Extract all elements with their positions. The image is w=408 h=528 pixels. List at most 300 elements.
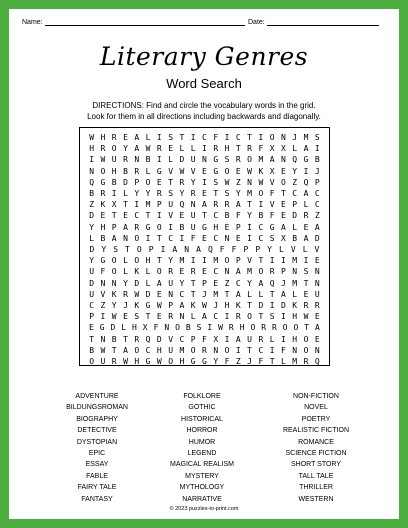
grid-letter[interactable]: O (190, 345, 196, 355)
grid-letter[interactable]: Y (213, 357, 219, 366)
grid-letter[interactable]: C (89, 301, 95, 310)
grid-letter[interactable]: L (145, 267, 151, 277)
grid-letter[interactable]: A (315, 323, 320, 333)
grid-letter[interactable]: C (314, 189, 320, 198)
grid-letter[interactable]: T (235, 144, 241, 154)
grid-letter[interactable]: C (258, 233, 264, 243)
grid-letter[interactable]: X (111, 200, 117, 210)
grid-letter[interactable]: I (160, 245, 166, 254)
grid-letter[interactable]: A (134, 133, 140, 142)
grid-letter[interactable]: E (179, 211, 185, 221)
grid-letter[interactable]: A (269, 155, 275, 165)
grid-letter[interactable]: F (258, 144, 264, 154)
grid-letter[interactable]: R (303, 211, 309, 221)
grid-letter[interactable]: G (145, 222, 151, 232)
grid-letter[interactable]: S (303, 267, 309, 277)
grid-letter[interactable]: I (247, 222, 252, 232)
grid-letter[interactable]: R (202, 345, 207, 355)
grid-letter[interactable]: N (292, 345, 298, 355)
grid-letter[interactable]: H (145, 256, 151, 266)
grid-letter[interactable]: C (179, 334, 185, 344)
grid-letter[interactable]: D (258, 301, 264, 310)
grid-letter[interactable]: G (99, 323, 105, 333)
grid-letter[interactable]: I (269, 301, 275, 310)
grid-letter[interactable]: U (89, 289, 95, 299)
grid-letter[interactable]: M (179, 256, 185, 266)
grid-letter[interactable]: C (235, 133, 241, 142)
grid-letter[interactable]: G (269, 222, 275, 232)
grid-letter[interactable]: T (269, 289, 275, 299)
grid-letter[interactable]: W (303, 312, 309, 322)
grid-letter[interactable]: O (281, 177, 286, 187)
grid-letter[interactable]: I (100, 312, 106, 322)
grid-letter[interactable]: P (235, 256, 241, 266)
grid-letter[interactable]: E (235, 166, 241, 176)
grid-letter[interactable]: Y (101, 245, 107, 254)
grid-letter[interactable]: N (224, 267, 230, 277)
grid-letter[interactable]: L (168, 155, 174, 165)
grid-letter[interactable]: I (207, 323, 213, 333)
grid-letter[interactable]: A (235, 267, 241, 277)
grid-letter[interactable]: T (190, 289, 196, 299)
grid-letter[interactable]: N (100, 334, 106, 344)
grid-letter[interactable]: L (123, 189, 128, 198)
grid-letter[interactable]: T (89, 334, 95, 344)
grid-letter[interactable]: N (179, 312, 185, 322)
grid-letter[interactable]: F (231, 245, 237, 254)
grid-letter[interactable]: O (247, 312, 252, 322)
date-field[interactable] (248, 18, 379, 26)
grid-letter[interactable]: L (247, 289, 252, 299)
grid-letter[interactable]: Y (267, 245, 272, 254)
grid-letter[interactable]: L (281, 357, 286, 366)
grid-letter[interactable]: H (292, 334, 298, 344)
grid-letter[interactable]: N (168, 289, 174, 299)
grid-letter[interactable]: V (314, 245, 320, 254)
grid-letter[interactable]: L (269, 334, 275, 344)
grid-letter[interactable]: Q (89, 177, 95, 187)
grid-letter[interactable]: Y (292, 166, 298, 176)
grid-letter[interactable]: I (224, 312, 230, 322)
grid-letter[interactable]: R (111, 133, 117, 142)
grid-letter[interactable]: E (202, 267, 207, 277)
grid-letter[interactable]: Y (123, 144, 128, 154)
grid-letter[interactable]: R (235, 155, 241, 165)
grid-letter[interactable]: A (123, 345, 128, 355)
grid-letter[interactable]: D (110, 323, 116, 333)
grid-letter[interactable]: M (258, 155, 264, 165)
grid-letter[interactable]: O (168, 357, 174, 366)
grid-letter[interactable]: S (113, 245, 119, 254)
grid-letter[interactable]: T (179, 133, 185, 142)
grid-letter[interactable]: F (219, 245, 225, 254)
grid-letter[interactable]: W (156, 357, 162, 366)
grid-letter[interactable]: R (156, 144, 162, 154)
grid-letter[interactable]: R (269, 267, 275, 277)
grid-letter[interactable]: T (247, 301, 252, 310)
grid-letter[interactable]: E (314, 334, 320, 344)
grid-letter[interactable]: F (100, 267, 106, 277)
grid-letter[interactable]: K (134, 301, 140, 310)
grid-letter[interactable]: Q (292, 155, 298, 165)
grid-letter[interactable]: G (303, 155, 309, 165)
grid-letter[interactable]: R (123, 155, 128, 165)
grid-letter[interactable]: I (156, 155, 162, 165)
grid-letter[interactable]: R (134, 222, 140, 232)
grid-letter[interactable]: N (314, 345, 320, 355)
grid-letter[interactable]: R (261, 323, 267, 333)
grid-letter[interactable]: K (190, 301, 196, 310)
grid-letter[interactable]: C (292, 189, 298, 198)
grid-letter[interactable]: U (190, 155, 196, 165)
grid-letter[interactable]: O (134, 345, 140, 355)
grid-letter[interactable]: C (314, 200, 320, 210)
grid-letter[interactable]: V (290, 245, 296, 254)
grid-letter[interactable]: L (145, 133, 151, 142)
grid-letter[interactable]: G (213, 155, 219, 165)
grid-letter[interactable]: W (100, 155, 106, 165)
grid-letter[interactable]: N (247, 177, 252, 187)
grid-letter[interactable]: V (168, 211, 174, 221)
grid-letter[interactable]: L (190, 144, 196, 154)
grid-letter[interactable]: I (202, 256, 207, 266)
grid-letter[interactable]: O (269, 133, 275, 142)
grid-letter[interactable]: E (303, 289, 309, 299)
grid-letter[interactable]: P (202, 278, 207, 288)
grid-letter[interactable]: N (314, 278, 320, 288)
grid-letter[interactable]: N (134, 155, 140, 165)
grid-letter[interactable]: T (156, 256, 162, 266)
grid-letter[interactable]: P (156, 200, 162, 210)
grid-letter[interactable]: B (100, 233, 106, 243)
grid-letter[interactable]: H (292, 312, 298, 322)
grid-letter[interactable]: U (168, 345, 174, 355)
grid-letter[interactable]: G (213, 166, 219, 176)
grid-letter[interactable]: U (190, 222, 196, 232)
grid-letter[interactable]: R (213, 144, 219, 154)
grid-letter[interactable]: J (292, 133, 298, 142)
grid-letter[interactable]: W (145, 144, 151, 154)
grid-letter[interactable]: G (145, 301, 151, 310)
grid-letter[interactable]: Q (303, 177, 309, 187)
grid-letter[interactable]: I (156, 133, 162, 142)
grid-letter[interactable]: V (269, 200, 275, 210)
grid-letter[interactable]: H (100, 133, 106, 142)
grid-letter[interactable]: T (258, 312, 264, 322)
grid-letter[interactable]: F (202, 334, 207, 344)
grid-letter[interactable]: I (179, 233, 185, 243)
grid-letter[interactable]: O (303, 345, 309, 355)
grid-letter[interactable]: L (292, 289, 298, 299)
grid-letter[interactable]: C (213, 233, 219, 243)
grid-letter[interactable]: I (303, 256, 309, 266)
grid-letter[interactable]: E (100, 211, 106, 221)
grid-letter[interactable]: S (224, 155, 230, 165)
grid-letter[interactable]: M (292, 357, 298, 366)
grid-letter[interactable]: P (314, 177, 320, 187)
grid-letter[interactable]: D (145, 289, 151, 299)
grid-letter[interactable]: R (179, 177, 185, 187)
grid-letter[interactable]: J (314, 166, 320, 176)
grid-letter[interactable]: I (247, 233, 252, 243)
grid-letter[interactable]: R (303, 357, 309, 366)
grid-letter[interactable]: I (168, 222, 174, 232)
grid-letter[interactable]: E (156, 312, 162, 322)
grid-letter[interactable]: M (247, 189, 252, 198)
grid-letter[interactable]: B (224, 211, 230, 221)
grid-letter[interactable]: Q (269, 278, 275, 288)
grid-letter[interactable]: W (224, 177, 230, 187)
grid-letter[interactable]: A (281, 222, 286, 232)
grid-letter[interactable]: M (213, 289, 219, 299)
grid-letter[interactable]: I (156, 211, 162, 221)
grid-letter[interactable]: N (184, 245, 190, 254)
grid-letter[interactable]: Z (235, 357, 241, 366)
grid-letter[interactable]: H (111, 166, 117, 176)
grid-letter[interactable]: E (202, 166, 207, 176)
grid-letter[interactable]: P (168, 301, 174, 310)
grid-letter[interactable]: Y (190, 177, 196, 187)
grid-letter[interactable]: D (89, 211, 95, 221)
grid-letter[interactable]: E (202, 189, 207, 198)
grid-letter[interactable]: O (282, 323, 288, 333)
grid-letter[interactable]: T (111, 345, 117, 355)
grid-letter[interactable]: E (314, 312, 320, 322)
grid-letter[interactable]: I (281, 256, 286, 266)
grid-letter[interactable]: D (179, 155, 185, 165)
grid-letter[interactable]: Z (314, 211, 320, 221)
grid-letter[interactable]: T (125, 245, 130, 254)
grid-letter[interactable]: N (123, 233, 128, 243)
grid-letter[interactable]: X (269, 144, 275, 154)
grid-letter[interactable]: J (123, 301, 128, 310)
grid-letter[interactable]: Q (145, 334, 151, 344)
grid-letter[interactable]: E (281, 166, 286, 176)
grid-letter[interactable]: T (281, 189, 286, 198)
date-line[interactable] (267, 18, 379, 26)
grid-letter[interactable]: L (179, 144, 185, 154)
grid-letter[interactable]: Z (292, 177, 298, 187)
grid-letter[interactable]: R (123, 289, 128, 299)
grid-letter[interactable]: W (100, 345, 106, 355)
grid-letter[interactable]: I (111, 189, 117, 198)
grid-letter[interactable]: N (100, 278, 106, 288)
grid-letter[interactable]: A (111, 233, 117, 243)
grid-letter[interactable]: U (89, 267, 95, 277)
grid-letter[interactable]: O (145, 177, 151, 187)
grid-letter[interactable]: F (153, 323, 159, 333)
grid-letter[interactable]: R (100, 189, 106, 198)
grid-letter[interactable]: A (134, 144, 140, 154)
grid-letter[interactable]: I (258, 133, 264, 142)
grid-letter[interactable]: N (202, 155, 207, 165)
grid-letter[interactable]: I (258, 200, 264, 210)
grid-letter[interactable]: J (281, 278, 286, 288)
grid-letter[interactable]: H (213, 222, 219, 232)
grid-letter[interactable]: N (111, 278, 117, 288)
grid-letter[interactable]: Y (247, 278, 252, 288)
grid-letter[interactable]: T (190, 278, 196, 288)
grid-letter[interactable]: D (281, 301, 286, 310)
grid-letter[interactable]: T (258, 256, 264, 266)
grid-letter[interactable]: E (179, 267, 185, 277)
grid-letter[interactable]: D (89, 245, 95, 254)
grid-letter[interactable]: A (123, 222, 128, 232)
grid-letter[interactable]: N (314, 267, 320, 277)
grid-letter[interactable]: C (202, 133, 207, 142)
grid-letter[interactable]: K (134, 267, 140, 277)
grid-letter[interactable]: R (134, 334, 140, 344)
grid-letter[interactable]: Y (179, 278, 185, 288)
grid-letter[interactable]: M (303, 133, 309, 142)
grid-letter[interactable]: A (303, 233, 309, 243)
grid-letter[interactable]: H (134, 357, 140, 366)
grid-letter[interactable]: Q (314, 357, 320, 366)
name-field[interactable] (22, 18, 245, 26)
grid-letter[interactable]: B (179, 222, 185, 232)
grid-letter[interactable]: K (100, 200, 106, 210)
grid-letter[interactable]: M (292, 278, 298, 288)
grid-letter[interactable]: R (258, 334, 264, 344)
grid-letter[interactable]: F (258, 357, 264, 366)
grid-letter[interactable]: Z (224, 278, 230, 288)
grid-letter[interactable]: A (172, 245, 178, 254)
grid-letter[interactable]: O (156, 222, 162, 232)
grid-letter[interactable]: W (123, 357, 128, 366)
grid-letter[interactable]: X (281, 144, 286, 154)
grid-letter[interactable]: A (314, 222, 320, 232)
grid-letter[interactable]: O (111, 267, 117, 277)
grid-letter[interactable]: L (123, 256, 128, 266)
grid-letter[interactable]: E (156, 177, 162, 187)
grid-letter[interactable]: C (134, 211, 140, 221)
grid-letter[interactable]: Y (89, 256, 95, 266)
grid-letter[interactable]: C (258, 222, 264, 232)
grid-letter[interactable]: B (111, 334, 117, 344)
grid-letter[interactable]: O (258, 189, 264, 198)
grid-letter[interactable]: B (123, 166, 128, 176)
grid-letter[interactable]: R (228, 323, 234, 333)
grid-letter[interactable]: S (134, 312, 140, 322)
grid-letter[interactable]: B (145, 155, 151, 165)
grid-letter[interactable]: R (134, 166, 140, 176)
grid-letter[interactable]: Y (145, 189, 151, 198)
grid-letter[interactable]: E (235, 233, 241, 243)
grid-letter[interactable]: F (213, 133, 219, 142)
grid-letter[interactable]: R (168, 312, 174, 322)
grid-letter[interactable]: T (303, 278, 309, 288)
grid-letter[interactable]: O (258, 267, 264, 277)
grid-letter[interactable]: M (247, 267, 252, 277)
grid-letter[interactable]: O (100, 166, 106, 176)
grid-letter[interactable]: N (281, 155, 286, 165)
grid-letter[interactable]: C (213, 267, 219, 277)
grid-letter[interactable]: S (224, 189, 230, 198)
grid-letter[interactable]: L (258, 289, 264, 299)
grid-letter[interactable]: S (269, 312, 275, 322)
grid-letter[interactable]: O (156, 267, 162, 277)
grid-letter[interactable]: W (247, 166, 252, 176)
grid-letter[interactable]: O (111, 256, 117, 266)
grid-letter[interactable]: O (224, 166, 230, 176)
grid-letter[interactable]: C (235, 278, 241, 288)
grid-letter[interactable]: T (213, 189, 219, 198)
grid-letter[interactable]: F (224, 357, 230, 366)
grid-letter[interactable]: T (111, 211, 117, 221)
grid-letter[interactable]: C (179, 289, 185, 299)
grid-letter[interactable]: P (243, 245, 249, 254)
grid-letter[interactable]: U (168, 200, 174, 210)
grid-letter[interactable]: L (145, 278, 151, 288)
grid-letter[interactable]: A (156, 278, 162, 288)
grid-letter[interactable]: G (190, 357, 196, 366)
grid-letter[interactable]: K (258, 166, 264, 176)
grid-letter[interactable]: B (314, 155, 320, 165)
grid-letter[interactable]: C (213, 312, 219, 322)
grid-letter[interactable]: I (190, 256, 196, 266)
grid-letter[interactable]: Y (111, 301, 117, 310)
grid-letter[interactable]: E (202, 233, 207, 243)
grid-letter[interactable]: F (235, 211, 241, 221)
grid-letter[interactable]: H (100, 222, 106, 232)
grid-letter[interactable]: A (281, 289, 286, 299)
grid-letter[interactable]: L (190, 312, 196, 322)
grid-letter[interactable]: I (145, 233, 151, 243)
grid-letter[interactable]: W (218, 323, 223, 333)
grid-letter[interactable]: T (156, 233, 162, 243)
grid-letter[interactable]: O (175, 323, 180, 333)
grid-letter[interactable]: N (292, 267, 298, 277)
grid-letter[interactable]: E (123, 133, 128, 142)
grid-letter[interactable]: T (202, 211, 207, 221)
grid-letter[interactable]: R (111, 357, 117, 366)
grid-letter[interactable]: I (314, 144, 320, 154)
grid-letter[interactable]: R (100, 144, 106, 154)
grid-letter[interactable]: F (269, 189, 275, 198)
grid-letter[interactable]: W (202, 301, 207, 310)
grid-letter[interactable]: G (202, 222, 207, 232)
grid-letter[interactable]: G (100, 256, 106, 266)
grid-letter[interactable]: N (281, 133, 286, 142)
grid-letter[interactable]: B (89, 189, 95, 198)
grid-letter[interactable]: V (190, 166, 196, 176)
grid-letter[interactable]: R (224, 200, 230, 210)
grid-letter[interactable]: O (303, 334, 309, 344)
grid-letter[interactable]: T (123, 200, 128, 210)
grid-letter[interactable]: R (156, 189, 162, 198)
grid-letter[interactable]: L (123, 267, 128, 277)
grid-letter[interactable]: R (271, 323, 277, 333)
grid-letter[interactable]: P (134, 177, 140, 187)
grid-letter[interactable]: D (89, 278, 95, 288)
grid-letter[interactable]: W (258, 177, 264, 187)
grid-letter[interactable]: T (224, 289, 230, 299)
grid-letter[interactable]: A (303, 189, 309, 198)
grid-letter[interactable]: L (89, 233, 95, 243)
grid-letter[interactable]: R (303, 301, 309, 310)
grid-letter[interactable]: R (235, 312, 241, 322)
grid-letter[interactable]: B (185, 323, 191, 333)
grid-letter[interactable]: N (190, 200, 196, 210)
grid-letter[interactable]: K (111, 289, 117, 299)
grid-letter[interactable]: P (190, 334, 196, 344)
grid-letter[interactable]: S (196, 323, 202, 333)
grid-letter[interactable]: S (168, 133, 174, 142)
grid-letter[interactable]: T (247, 200, 252, 210)
grid-letter[interactable]: T (145, 211, 151, 221)
grid-letter[interactable]: P (255, 245, 261, 254)
grid-letter[interactable]: Y (168, 256, 174, 266)
